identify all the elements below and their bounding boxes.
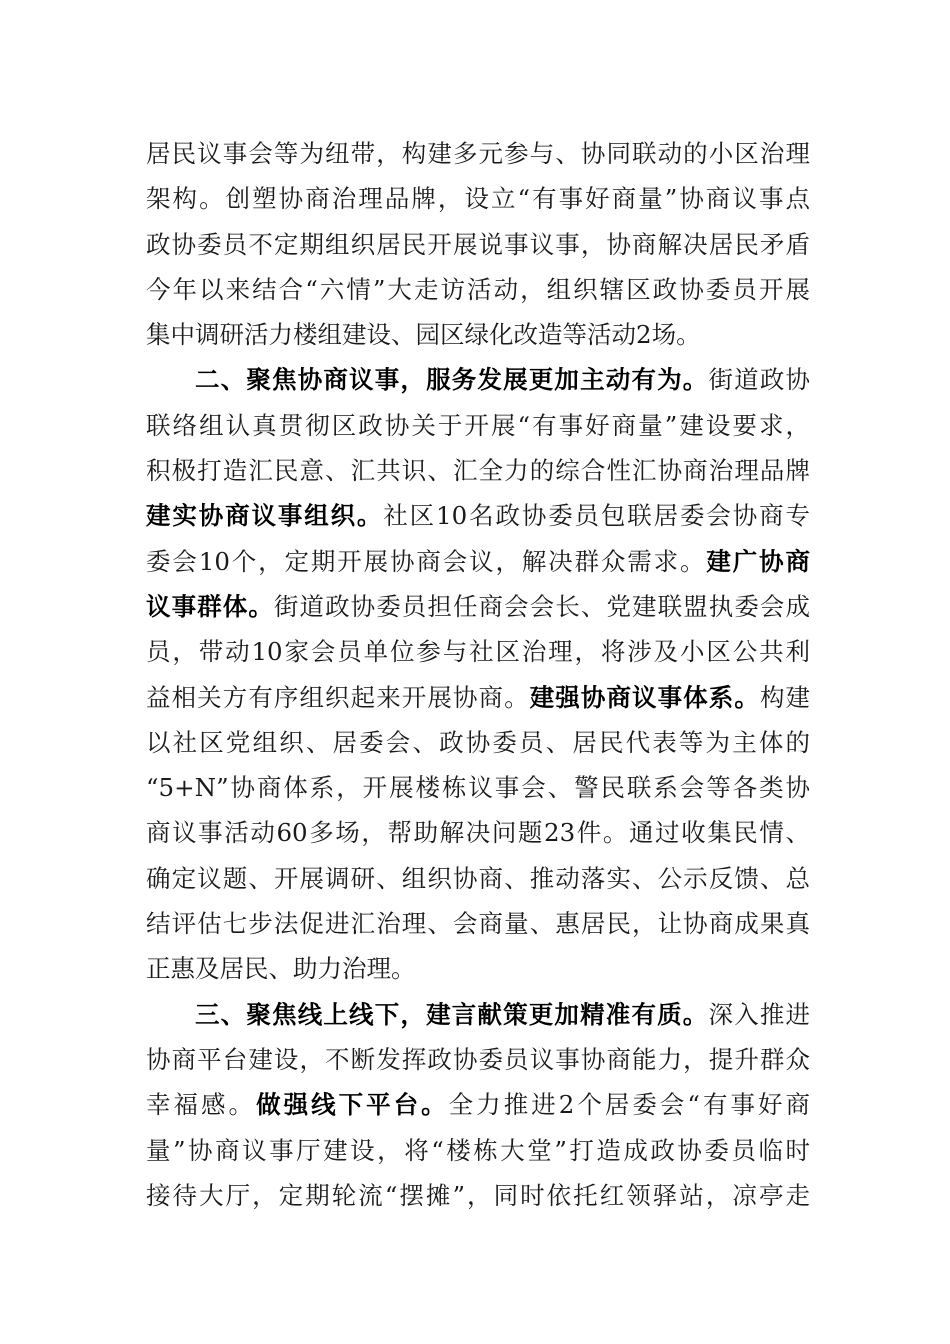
text-line	[146, 1173, 810, 1218]
text-line	[146, 267, 810, 312]
text-run: 结评估七步法促进汇治理、会商量、惠居民，让协商成果真	[146, 909, 810, 939]
section-heading: 三、聚焦线上线下，建言献策更加精准有质。	[195, 999, 709, 1029]
text-run: 以社区党组织、居委会、政协委员、居民代表等为主体的	[146, 727, 810, 757]
text-run: 委会10个，定期开展协商会议，解决群众需求。	[146, 546, 707, 576]
text-run: 益相关方有序组织起来开展协商。	[146, 682, 530, 712]
text-run: 政协委员不定期组织居民开展说事议事，协商解决居民矛盾	[146, 229, 810, 259]
text-line	[146, 584, 810, 629]
subheading-run: 建强协商议事体系。	[529, 682, 760, 712]
text-line	[146, 1128, 810, 1173]
text-line	[146, 1082, 810, 1127]
text-line	[146, 765, 810, 810]
text-line	[146, 493, 810, 538]
section-heading-line	[146, 357, 810, 402]
text-line	[146, 720, 810, 765]
text-line	[146, 629, 810, 674]
text-run: 今年以来结合“六情”大走访活动，组织辖区政协委员开展	[146, 274, 810, 304]
text-line	[146, 810, 810, 855]
subheading-run: 建实协商议事组织。	[146, 501, 384, 531]
text-run: 协商平台建设，不断发挥政协委员议事协商能力，提升群众	[146, 1044, 810, 1074]
section-heading: 二、聚焦协商议事，服务发展更加主动有为。	[195, 365, 709, 395]
text-run: 正惠及居民、助力治理。	[146, 954, 416, 984]
text-run: 架构。创塑协商治理品牌，设立“有事好商量”协商议事点	[146, 184, 810, 214]
text-run: 社区10名政协委员包联居委会协商专	[383, 501, 810, 531]
text-line	[146, 675, 810, 720]
document-body	[146, 131, 810, 1218]
text-line	[146, 222, 810, 267]
text-line	[146, 448, 810, 493]
text-run: 接待大厅，定期轮流“摆摊”，同时依托红领驿站，凉亭走	[146, 1180, 810, 1210]
text-line	[146, 856, 810, 901]
text-line	[146, 176, 810, 221]
text-line	[146, 539, 810, 584]
section-heading-line	[146, 992, 810, 1037]
text-line	[146, 131, 810, 176]
text-run: 集中调研活力楼组建设、园区绿化改造等活动2场。	[146, 320, 701, 350]
text-run: 商议事活动60多场，帮助解决问题23件。通过收集民情、	[146, 818, 810, 848]
text-line	[146, 403, 810, 448]
text-run: 深入推进	[708, 999, 811, 1029]
text-run: 构建	[759, 682, 811, 712]
text-run: 街道政协委员担任商会会长、党建联盟执委会成	[273, 591, 811, 621]
text-line	[146, 901, 810, 946]
text-run: “5+N”协商体系，开展楼栋议事会、警民联系会等各类协	[146, 773, 810, 803]
subheading-run: 建广协商	[706, 546, 810, 576]
text-line	[146, 1037, 810, 1082]
text-run: 量”协商议事厅建设，将“楼栋大堂”打造成政协委员临时	[146, 1135, 810, 1165]
text-run: 全力推进2个居委会“有事好商	[448, 1090, 810, 1120]
text-line	[146, 312, 810, 357]
text-run: 幸福感。	[146, 1090, 257, 1120]
text-run: 员，带动10家会员单位参与社区治理，将涉及小区公共利	[146, 637, 810, 667]
subheading-run: 做强线下平台。	[256, 1090, 449, 1120]
text-line	[146, 946, 810, 991]
text-run: 确定议题、开展调研、组织协商、推动落实、公示反馈、总	[146, 863, 810, 893]
text-run: 积极打造汇民意、汇共识、汇全力的综合性汇协商治理品牌	[146, 456, 810, 486]
text-run: 居民议事会等为纽带，构建多元参与、协同联动的小区治理	[146, 139, 810, 168]
text-run: 联络组认真贯彻区政协关于开展“有事好商量”建设要求，	[146, 410, 810, 440]
text-run: 街道政协	[708, 365, 811, 395]
subheading-run: 议事群体。	[146, 591, 274, 621]
